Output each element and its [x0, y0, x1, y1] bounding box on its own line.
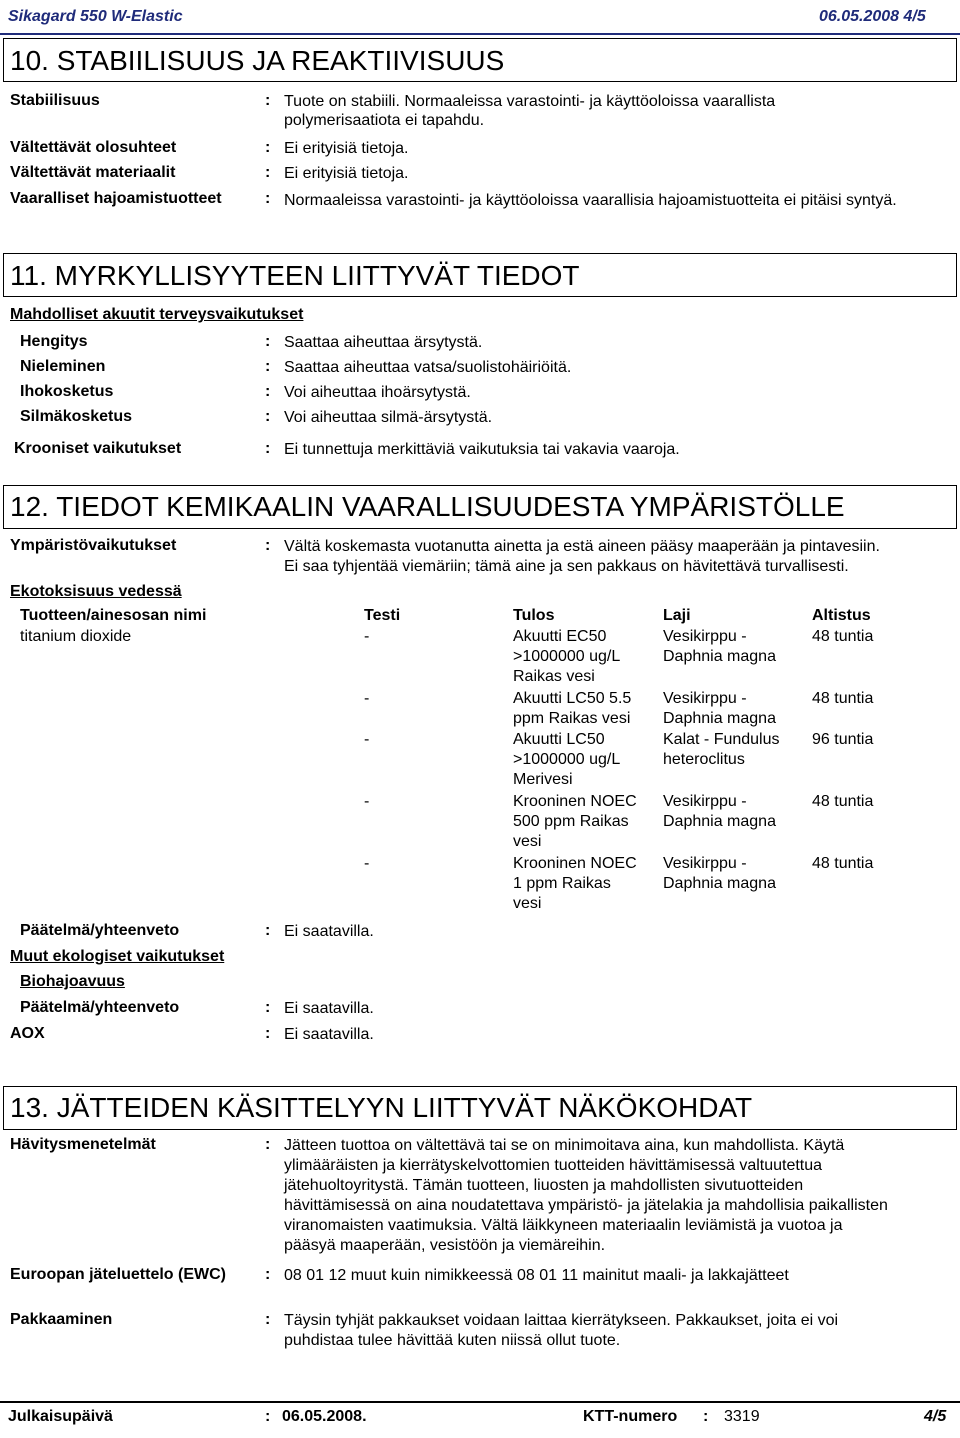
table-row-3-exposure: 96 tuntia — [812, 731, 874, 748]
publication-date-value: 06.05.2008. — [282, 1408, 367, 1425]
packaging-label: Pakkaaminen — [10, 1311, 113, 1328]
table-row-3-result: Akuutti LC50 — [513, 731, 605, 748]
table-row-2-result: Akuutti LC50 5.5 — [513, 690, 632, 707]
ingestion-value: Saattaa aiheuttaa vatsa/suolistohäiriöitä. — [284, 359, 572, 376]
table-row-3-species: Kalat - Fundulus — [663, 731, 780, 748]
skin-contact-value: Voi aiheuttaa ihoärsytystä. — [284, 384, 471, 401]
disposal-line: viranomaisten vaatimuksia. Vältä läikkyneen materiaalin leviämistä ja vuotoa ja — [284, 1217, 843, 1234]
aquatic-ecotoxicity-title: Ekotoksisuus vedessä — [10, 583, 182, 600]
colon: : — [265, 190, 271, 207]
biodegradability-conclusion-label: Päätelmä/yhteenveto — [20, 999, 180, 1016]
ktt-number-label: KTT-numero — [583, 1408, 678, 1425]
table-row-3-result: >1000000 ug/L — [513, 751, 621, 768]
publication-date-label: Julkaisupäivä — [8, 1408, 113, 1425]
eye-contact-value: Voi aiheuttaa silmä-ärsytystä. — [284, 409, 493, 426]
footer-rule — [0, 1401, 960, 1403]
substance-name: titanium dioxide — [20, 628, 132, 645]
section-10-title: 10. STABIILISUUS JA REAKTIIVISUUS — [10, 45, 505, 76]
colon: : — [265, 383, 271, 400]
colon: : — [265, 999, 271, 1016]
colon: : — [265, 922, 271, 939]
colon: : — [265, 1408, 271, 1425]
disposal-line: jätehuoltoyritystä. Tämän tuotteen, liuosten ja mahdollisten sivutuotteiden — [284, 1177, 804, 1194]
colon: : — [265, 92, 271, 109]
aox-value: Ei saatavilla. — [284, 1026, 374, 1043]
environmental-effects-line2: Ei saa tyhjentää viemäriin; tämä aine ja sen pakkaus on hävitettävä turvallisesti. — [284, 558, 849, 575]
table-header-substance: Tuotteen/ainesosan nimi — [20, 607, 207, 624]
hazardous-decomposition-value: Normaaleissa varastointi- ja käyttöoloissa vaarallisia hajoamistuotteita ei pitäisi syntyä. — [284, 192, 897, 209]
ingestion-label: Nieleminen — [20, 358, 106, 375]
table-row-3-test: - — [364, 731, 370, 748]
environmental-effects-label: Ympäristövaikutukset — [10, 537, 177, 554]
header-rule — [0, 33, 960, 35]
ewc-value: 08 01 12 muut kuin nimikkeessä 08 01 11 mainitut maali- ja lakkajätteet — [284, 1267, 789, 1284]
table-row-4-result: vesi — [513, 833, 542, 850]
chronic-effects-label: Krooniset vaikutukset — [14, 440, 182, 457]
table-row-4-result: 500 ppm Raikas — [513, 813, 629, 830]
table-row-1-species: Daphnia magna — [663, 648, 776, 665]
colon: : — [265, 1266, 271, 1283]
environmental-effects-line1: Vältä koskemasta vuotanutta ainetta ja estä aineen pääsy maaperään ja pintavesiin. — [284, 538, 880, 555]
ewc-label: Euroopan jäteluettelo (EWC) — [10, 1266, 226, 1283]
stability-value-line1: Tuote on stabiili. Normaaleissa varastointi- ja käyttöoloissa vaarallista — [284, 93, 776, 110]
table-row-5-result: Krooninen NOEC — [513, 855, 637, 872]
section-13-title: 13. JÄTTEIDEN KÄSITTELYYN LIITTYVÄT NÄKÖKOHDAT — [10, 1092, 753, 1123]
acute-effects-subtitle: Mahdolliset akuutit terveysvaikutukset — [10, 306, 304, 323]
table-row-5-result: 1 ppm Raikas — [513, 875, 611, 892]
avoid-materials-label: Vältettävät materiaalit — [10, 164, 176, 181]
table-row-3-species: heteroclitus — [663, 751, 745, 768]
table-row-4-species: Vesikirppu - — [663, 793, 747, 810]
disposal-line: Jätteen tuottoa on vältettävä tai se on minimoitava aina, kun mahdollista. Käytä — [284, 1137, 845, 1154]
disposal-line: pääsyä maaperään, vesistöön ja viemäreihin. — [284, 1237, 606, 1254]
table-row-5-species: Daphnia magna — [663, 875, 776, 892]
inhalation-value: Saattaa aiheuttaa ärsytystä. — [284, 334, 483, 351]
table-header-test: Testi — [364, 607, 401, 624]
colon: : — [265, 440, 271, 457]
colon: : — [265, 164, 271, 181]
avoid-materials-value: Ei erityisiä tietoja. — [284, 165, 409, 182]
table-row-2-species: Vesikirppu - — [663, 690, 747, 707]
table-row-1-result: Raikas vesi — [513, 668, 595, 685]
table-row-1-exposure: 48 tuntia — [812, 628, 874, 645]
colon: : — [265, 1311, 271, 1328]
packaging-line: puhdistaa tulee hävittää kuten niissä ollut tuote. — [284, 1332, 621, 1349]
biodegradability-title: Biohajoavuus — [20, 973, 125, 990]
table-row-2-exposure: 48 tuntia — [812, 690, 874, 707]
eye-contact-label: Silmäkosketus — [20, 408, 133, 425]
aox-label: AOX — [10, 1025, 45, 1042]
colon: : — [265, 1025, 271, 1042]
document-product-name: Sikagard 550 W-Elastic — [8, 8, 183, 25]
table-row-3-result: Merivesi — [513, 771, 573, 788]
table-row-1-species: Vesikirppu - — [663, 628, 747, 645]
table-row-1-result: >1000000 ug/L — [513, 648, 621, 665]
stability-label: Stabiilisuus — [10, 92, 100, 109]
table-row-5-test: - — [364, 855, 370, 872]
colon: : — [265, 358, 271, 375]
table-row-5-species: Vesikirppu - — [663, 855, 747, 872]
colon: : — [265, 139, 271, 156]
table-row-1-result: Akuutti EC50 — [513, 628, 607, 645]
conclusion-value: Ei saatavilla. — [284, 923, 374, 940]
avoid-conditions-value: Ei erityisiä tietoja. — [284, 140, 409, 157]
table-header-exposure: Altistus — [812, 607, 871, 624]
conclusion-label: Päätelmä/yhteenveto — [20, 922, 180, 939]
ktt-number-value: 3319 — [724, 1408, 760, 1425]
colon: : — [265, 333, 271, 350]
table-row-2-test: - — [364, 690, 370, 707]
hazardous-decomposition-label: Vaaralliset hajoamistuotteet — [10, 190, 222, 207]
table-row-4-test: - — [364, 793, 370, 810]
disposal-line: hävittämisessä on aina noudatettava ympäristö- ja jätelakia ja mahdollisia paikallisten — [284, 1197, 888, 1214]
skin-contact-label: Ihokosketus — [20, 383, 114, 400]
table-row-1-test: - — [364, 628, 370, 645]
table-row-4-result: Krooninen NOEC — [513, 793, 637, 810]
page-number: 4/5 — [924, 1408, 947, 1425]
table-header-species: Laji — [663, 607, 691, 624]
avoid-conditions-label: Vältettävät olosuhteet — [10, 139, 177, 156]
packaging-line: Täysin tyhjät pakkaukset voidaan laittaa kierrätykseen. Pakkaukset, joita ei voi — [284, 1312, 839, 1329]
colon: : — [265, 408, 271, 425]
table-row-5-exposure: 48 tuntia — [812, 855, 874, 872]
biodegradability-conclusion-value: Ei saatavilla. — [284, 1000, 374, 1017]
stability-value-line2: polymerisaatiota ei tapahdu. — [284, 112, 485, 129]
table-row-2-result: ppm Raikas vesi — [513, 710, 631, 727]
other-ecological-effects-title: Muut ekologiset vaikutukset — [10, 948, 225, 965]
inhalation-label: Hengitys — [20, 333, 88, 350]
colon: : — [703, 1408, 709, 1425]
table-row-4-exposure: 48 tuntia — [812, 793, 874, 810]
colon: : — [265, 537, 271, 554]
document-date-page: 06.05.2008 4/5 — [819, 8, 926, 25]
section-11-title: 11. MYRKYLLISYYTEEN LIITTYVÄT TIEDOT — [10, 260, 580, 291]
table-row-4-species: Daphnia magna — [663, 813, 776, 830]
table-row-5-result: vesi — [513, 895, 542, 912]
chronic-effects-value: Ei tunnettuja merkittäviä vaikutuksia tai vakavia vaaroja. — [284, 441, 680, 458]
colon: : — [265, 1136, 271, 1153]
table-header-result: Tulos — [513, 607, 555, 624]
table-row-2-species: Daphnia magna — [663, 710, 776, 727]
disposal-methods-label: Hävitysmenetelmät — [10, 1136, 156, 1153]
section-12-title: 12. TIEDOT KEMIKAALIN VAARALLISUUDESTA YMPÄRISTÖLLE — [10, 491, 845, 522]
disposal-line: ylimääräisten ja kierrätyskelvottomien tuotteiden hävittämisessä valtuutettua — [284, 1157, 823, 1174]
